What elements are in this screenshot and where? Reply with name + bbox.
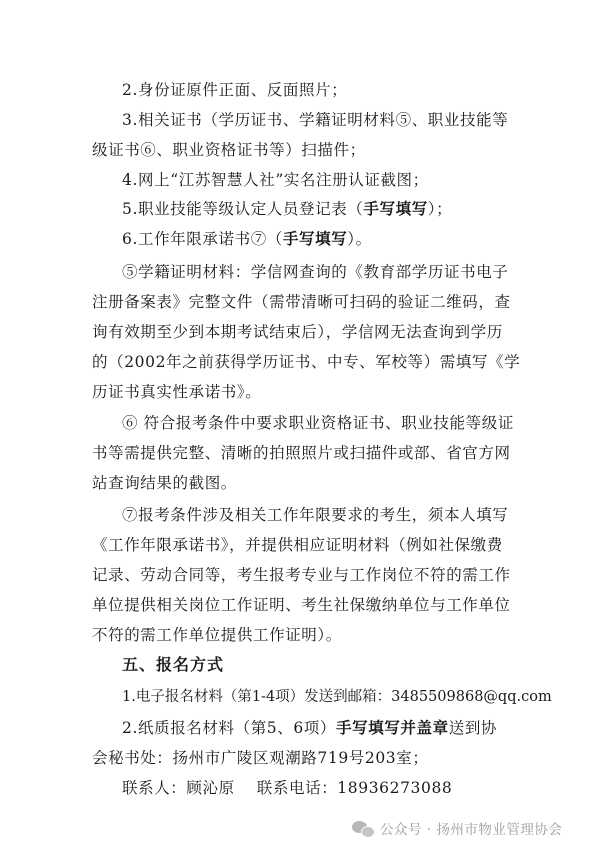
text-line: [92, 292, 511, 312]
line-text: 送到协: [448, 719, 498, 737]
text-line: [122, 505, 508, 525]
text-line: [122, 262, 508, 282]
line-text: 注册备案表》完整文件（需带清晰可扫码的验证二维码，查: [92, 293, 511, 311]
line-text: 4.网上“江苏智慧人社”实名注册认证截图；: [122, 171, 429, 189]
line-text: 6.工作年限承诺书⑦（: [122, 230, 283, 248]
text-line: [122, 718, 497, 738]
text-line: [122, 229, 372, 249]
text-line: [92, 352, 520, 372]
text-line: [92, 140, 366, 160]
text-line: [92, 382, 261, 402]
line-text: 历证书真实性承诺书》。: [92, 383, 262, 401]
text-line: [92, 625, 342, 645]
line-text: 3.相关证书（学历证书、学籍证明材料⑤、职业技能等: [122, 111, 509, 129]
line-text: 记录、劳动合同等，考生报考专业与工作岗位不符的需工作: [92, 566, 511, 584]
line-text: 站查询结果的截图。: [92, 474, 237, 492]
text-line: [92, 748, 428, 768]
text-line: [122, 80, 347, 100]
emphasis-text: 手写填写: [282, 229, 348, 248]
watermark: [352, 818, 562, 838]
text-line: [92, 595, 511, 615]
line-text: ⑤学籍证明材料：学信网查询的《教育部学历证书电子: [122, 263, 509, 281]
text-line: [122, 110, 508, 130]
section-heading: [122, 655, 224, 675]
line-text: 联系人：顾沁原 联系电话：18936273088: [122, 779, 453, 797]
emphasis-text: 手写填写并盖章: [336, 718, 449, 737]
line-text: 询有效期至少到本期考试结束后），学信网无法查询到学历: [92, 323, 503, 341]
line-text: 会秘书处：扬州市广陵区观潮路719号203室；: [92, 749, 429, 767]
text-line: [92, 322, 503, 342]
text-line: [122, 413, 514, 433]
text-line: [122, 687, 552, 707]
text-line: [92, 535, 503, 555]
wechat-icon: [352, 820, 374, 837]
line-text: ⑥ 符合报考条件中要求职业资格证书、职业技能等级证: [122, 414, 514, 432]
line-text: 级证书⑥、职业资格证书等）扫描件；: [92, 141, 366, 159]
text-line: [92, 565, 511, 585]
line-text: 《工作年限承诺书》，并提供相应证明材料（例如社保缴费: [92, 536, 503, 554]
emphasis-text: 手写填写: [363, 199, 428, 218]
line-text: 的（2002年之前获得学历证书、中专、军校等）需填写《学: [92, 353, 521, 371]
line-text: 1.电子报名材料（第1-4项）发送到邮箱：3485509868@qq.com: [122, 689, 552, 705]
contact-line: [122, 778, 452, 798]
watermark-text: 公众号 · 扬州市物业管理协会: [380, 822, 563, 838]
text-line: [92, 443, 511, 463]
line-text: ⑦报考条件涉及相关工作年限要求的考生，须本人填写: [122, 506, 509, 524]
heading-text: 五、报名方式: [122, 655, 225, 674]
line-text: 2.纸质报名材料（第5、6项）: [122, 719, 337, 737]
text-line: [122, 170, 429, 190]
text-line: [122, 199, 452, 219]
text-line: [92, 473, 237, 493]
line-text: 单位提供相关岗位工作证明、考生社保缴纳单位与工作单位: [92, 596, 511, 614]
line-text: 书等需提供完整、清晰的拍照照片或扫描件或部、省官方网: [92, 444, 511, 462]
line-text: 5.职业技能等级认定人员登记表（: [122, 200, 364, 218]
line-text: 不符的需工作单位提供工作证明）。: [92, 626, 342, 644]
line-text: ）；: [427, 200, 453, 218]
line-text: ）。: [347, 230, 372, 248]
line-text: 2.身份证原件正面、反面照片；: [122, 81, 348, 99]
